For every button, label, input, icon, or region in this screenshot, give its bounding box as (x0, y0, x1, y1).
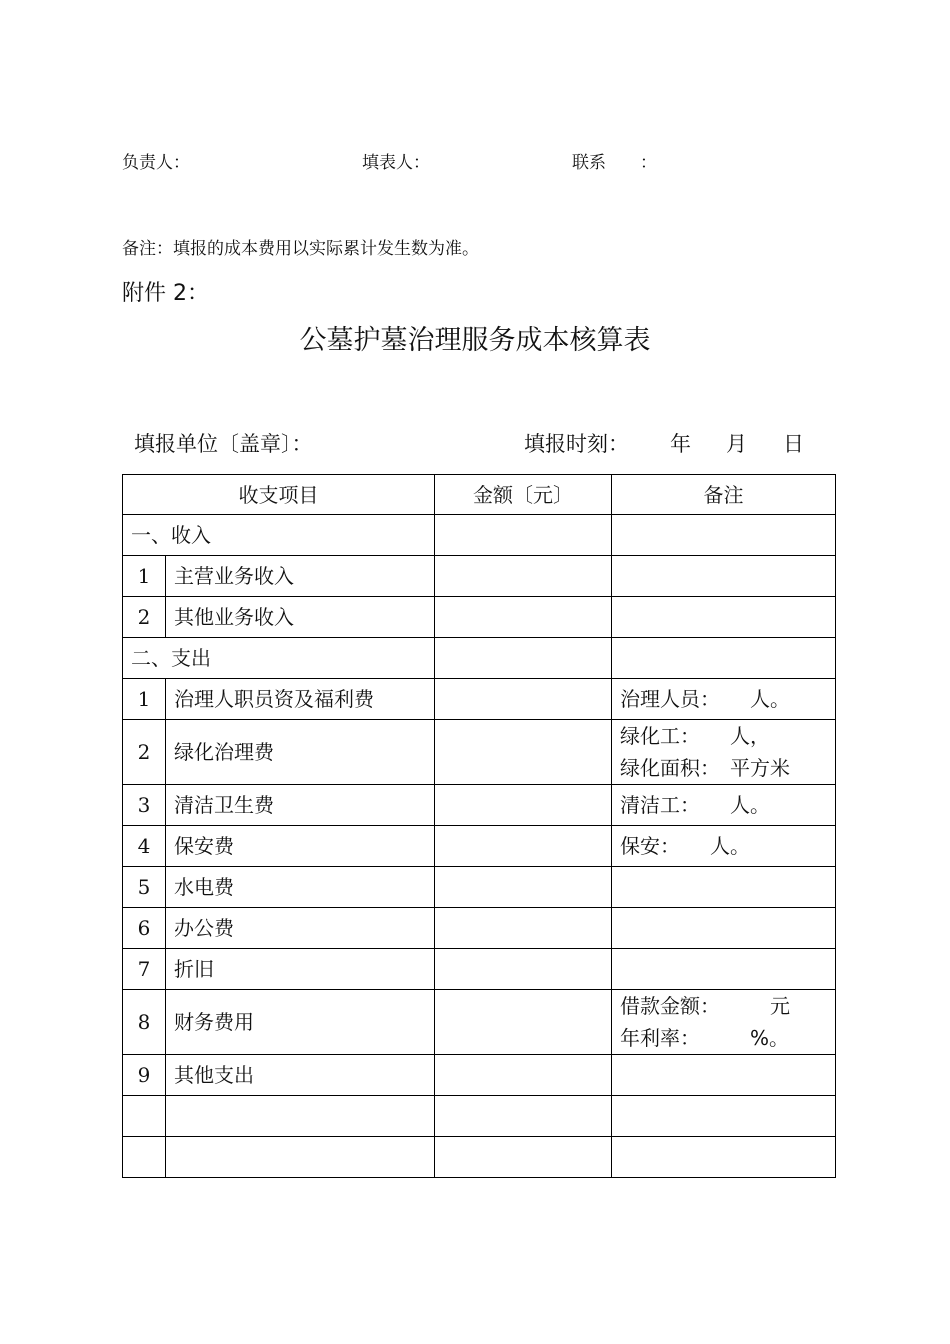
table-row (123, 1055, 836, 1096)
remark-cell[interactable] (612, 990, 836, 1055)
row-number: 3 (123, 785, 166, 826)
table-row (123, 867, 836, 908)
row-item: 治理人职员资及福利费 (166, 679, 435, 720)
amount-cell[interactable] (435, 515, 612, 556)
cost-accounting-table (122, 474, 836, 1178)
remark-cell[interactable] (612, 556, 836, 597)
amount-cell[interactable] (435, 597, 612, 638)
row-number: 1 (123, 679, 166, 720)
remark-note: 备注：填报的成本费用以实际累计发生数为准。 (122, 239, 479, 259)
table-row (123, 990, 836, 1055)
row-item: 主营业务收入 (166, 556, 435, 597)
amount-cell[interactable] (435, 867, 612, 908)
table-row (123, 826, 836, 867)
row-item: 水电费 (166, 867, 435, 908)
month-label: 月 (726, 432, 747, 456)
row-number[interactable] (123, 1137, 166, 1178)
remark-line: 绿化面积： 平方米 (620, 756, 790, 780)
row-item: 折旧 (166, 949, 435, 990)
row-number: 7 (123, 949, 166, 990)
header-item: 收支项目 (123, 475, 435, 515)
row-item: 其他支出 (166, 1055, 435, 1096)
remark-line: 绿化工： 人， (620, 724, 770, 748)
remark-cell[interactable] (612, 720, 836, 785)
row-number[interactable] (123, 1096, 166, 1137)
remark-line: 保安： 人。 (620, 834, 750, 858)
amount-cell[interactable] (435, 556, 612, 597)
remark-cell[interactable] (612, 679, 836, 720)
row-item: 清洁卫生费 (166, 785, 435, 826)
empty-row (123, 1096, 836, 1137)
amount-cell[interactable] (435, 638, 612, 679)
table-row (123, 785, 836, 826)
remark-cell[interactable] (612, 597, 836, 638)
remark-cell[interactable] (612, 1137, 836, 1178)
amount-cell[interactable] (435, 908, 612, 949)
responsible-person-label: 负责人： (122, 153, 190, 173)
contact-label (572, 148, 657, 173)
remark-cell[interactable] (612, 1096, 836, 1137)
income-section-row (123, 515, 836, 556)
table-row (123, 597, 836, 638)
row-item: 保安费 (166, 826, 435, 867)
amount-cell[interactable] (435, 949, 612, 990)
row-number: 4 (123, 826, 166, 867)
remark-cell[interactable] (612, 908, 836, 949)
row-number: 2 (123, 720, 166, 785)
row-number: 5 (123, 867, 166, 908)
amount-cell[interactable] (435, 1096, 612, 1137)
header-remark: 备注 (612, 475, 836, 515)
contact-label-text: 联系 (572, 153, 606, 173)
row-number: 9 (123, 1055, 166, 1096)
header-amount: 金额〔元〕 (435, 475, 612, 515)
remark-cell[interactable] (612, 949, 836, 990)
form-filler-label: 填表人： (362, 153, 430, 173)
remark-line: 清洁工： 人。 (620, 793, 770, 817)
reporting-time-label: 填报时刻： (524, 432, 629, 456)
remark-cell[interactable] (612, 785, 836, 826)
table-row (123, 949, 836, 990)
amount-cell[interactable] (435, 990, 612, 1055)
year-label: 年 (670, 432, 691, 456)
expense-section-row (123, 638, 836, 679)
row-item: 财务费用 (166, 990, 435, 1055)
row-item: 办公费 (166, 908, 435, 949)
amount-cell[interactable] (435, 679, 612, 720)
amount-cell[interactable] (435, 826, 612, 867)
expense-section-label: 二、支出 (123, 638, 435, 679)
table-row (123, 908, 836, 949)
row-item[interactable] (166, 1137, 435, 1178)
contact-label-colon: ： (640, 153, 657, 173)
row-item: 绿化治理费 (166, 720, 435, 785)
table-header-row (123, 475, 836, 515)
remark-line: 治理人员： 人。 (620, 687, 790, 711)
amount-cell[interactable] (435, 1137, 612, 1178)
page-title: 公墓护墓治理服务成本核算表 (299, 325, 651, 356)
table-row (123, 556, 836, 597)
row-number: 6 (123, 908, 166, 949)
table-row (123, 679, 836, 720)
remark-line: 年利率： %。 (620, 1026, 790, 1050)
day-label: 日 (783, 432, 804, 456)
row-number: 8 (123, 990, 166, 1055)
row-item: 其他业务收入 (166, 597, 435, 638)
amount-cell[interactable] (435, 720, 612, 785)
income-section-label: 一、收入 (123, 515, 435, 556)
row-number: 2 (123, 597, 166, 638)
remark-cell[interactable] (612, 515, 836, 556)
remark-cell[interactable] (612, 826, 836, 867)
amount-cell[interactable] (435, 1055, 612, 1096)
row-number: 1 (123, 556, 166, 597)
row-item[interactable] (166, 1096, 435, 1137)
empty-row (123, 1137, 836, 1178)
attachment-label: 附件 2： (122, 281, 209, 306)
reporting-unit-label: 填报单位〔盖章〕： (134, 432, 313, 456)
amount-cell[interactable] (435, 785, 612, 826)
remark-cell[interactable] (612, 867, 836, 908)
remark-cell[interactable] (612, 1055, 836, 1096)
remark-line: 借款金额： 元 (620, 994, 790, 1018)
remark-cell[interactable] (612, 638, 836, 679)
table-row (123, 720, 836, 785)
